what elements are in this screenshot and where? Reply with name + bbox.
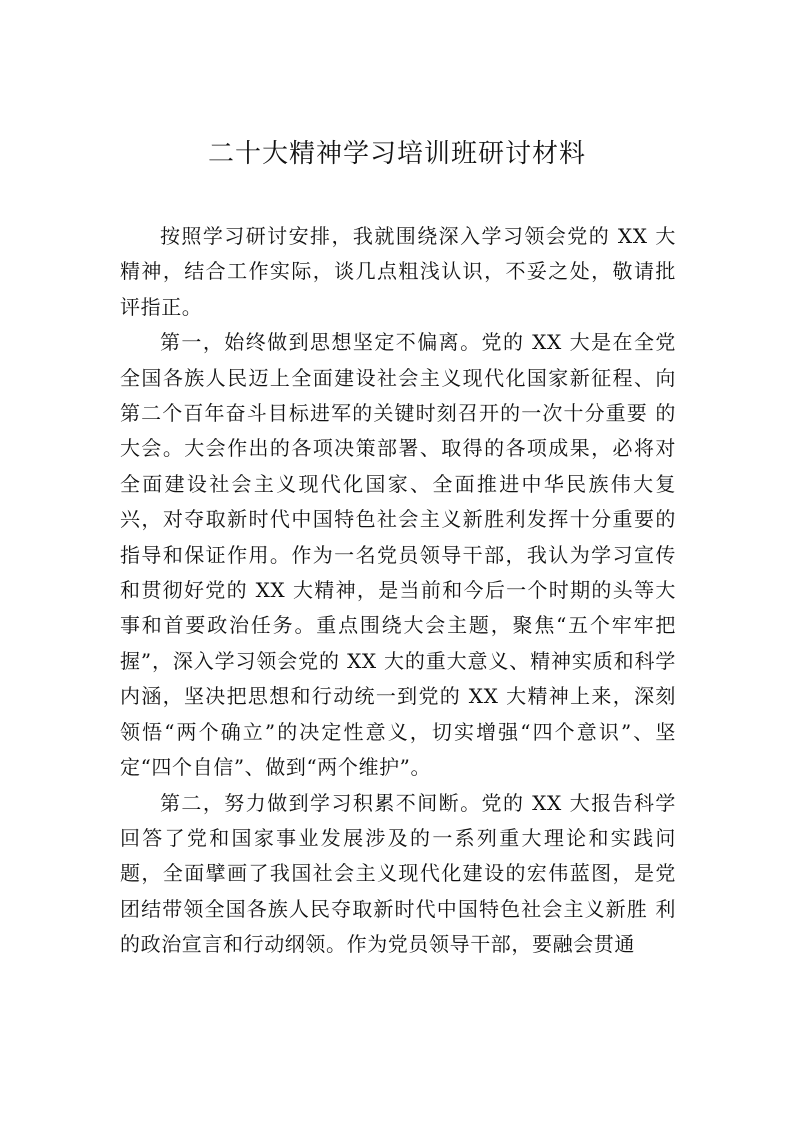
paragraph-second-point: 第二，努力做到学习积累不间断。党的 XX 大报告科学回答了党和国家事业发展涉及的一系列重大理论和实践问 题，全面擘画了我国社会主义现代化建设的宏伟蓝图，是党团结带领全国各族人民夺取新时代中国特色社会主义新胜 利的政治宣言和行动纲领。作为党员领导干部，要融会贯通 xyxy=(120,790,676,957)
paragraph-first-point: 第一，始终做到思想坚定不偏离。党的 XX 大是在全党全国各族人民迈上全面建设社会主义现代化国家新征程、向第二个百年奋斗目标进军的关键时刻召开的一次十分重要 的大会。大会作出的各项决策部署、取得的各项成果，必将对全面建设社会主义现代化国家、全面推进中华民族伟大复兴，对夺取新时代中国特色社会主义新胜利发挥十分重要的指导和保证作用。作为一名党员领导干部，我认为学习宣传和贯彻好党的 XX 大精神，是当前和今后一个时期的头等大事和首要政治任务。重点围绕大会主题，聚焦“五个牢牢把握”，深入学习领会党的 XX 大的重大意义、精神实质和科学内涵，坚决把思想和行动统一到党的 XX 大精神上来，深刻领悟“两个确立”的决定性意义，切实增强“四个意识”、坚定“四个自信”、做到“两个维护”。 xyxy=(120,330,676,780)
paragraph-intro: 按照学习研讨安排，我就围绕深入学习领会党的 XX 大精神，结合工作实际，谈几点粗浅认识，不妥之处，敬请批评指正。 xyxy=(120,224,676,319)
document-title: 二十大精神学习培训班研讨材料 xyxy=(207,139,586,169)
document-body xyxy=(120,219,676,963)
